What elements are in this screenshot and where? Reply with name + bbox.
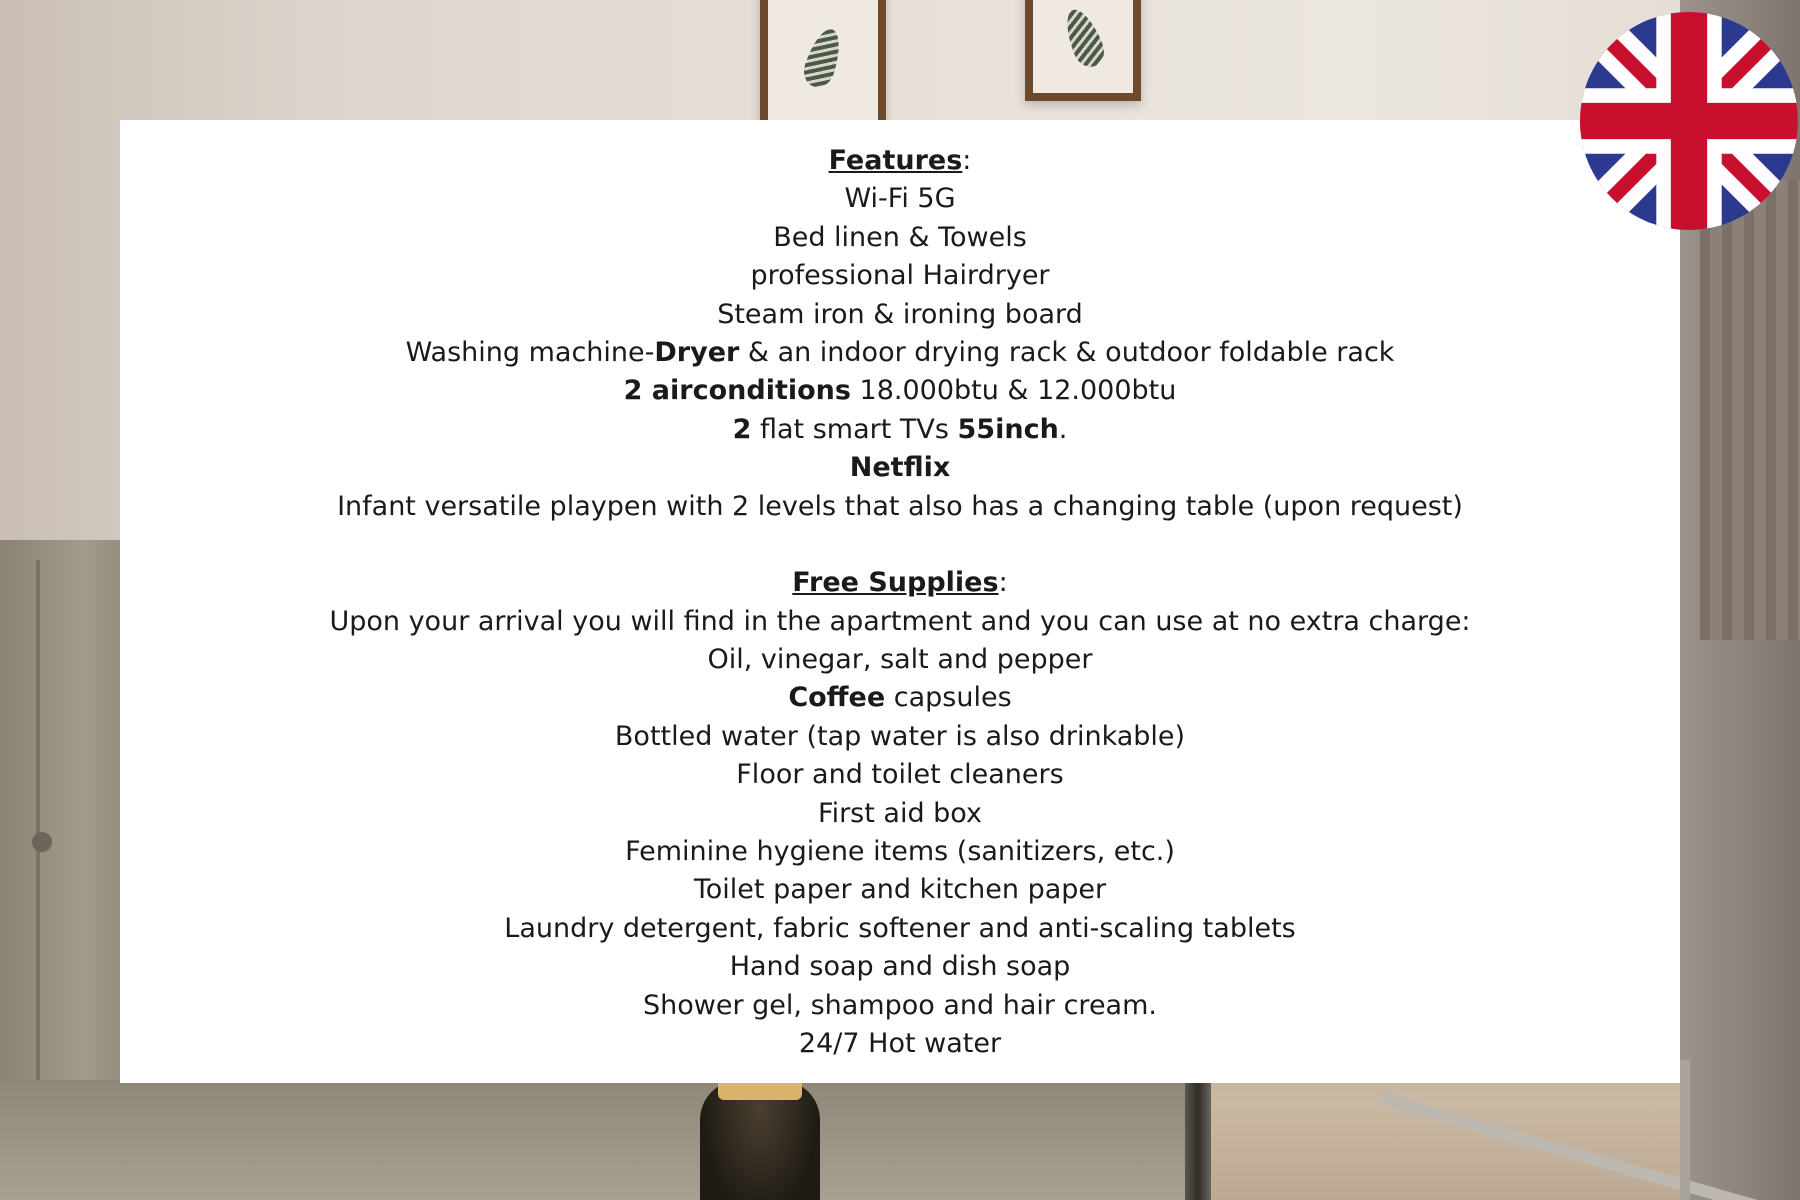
feature-iron: Steam iron & ironing board — [717, 298, 1083, 330]
washing-rest: & an indoor drying rack & outdoor foldable rack — [739, 336, 1395, 368]
supply-laundry: Laundry detergent, fabric softener and anti-scaling tablets — [504, 912, 1296, 944]
supplies-heading: Free Supplies — [792, 567, 999, 599]
tv-size: 55inch — [957, 413, 1059, 445]
coffee-rest: capsules — [885, 682, 1012, 714]
sofa-button — [32, 832, 52, 852]
supply-water: Bottled water (tap water is also drinkable) — [614, 720, 1186, 752]
heading-colon: : — [962, 145, 972, 176]
tv-period: . — [1058, 413, 1068, 445]
feature-aircon — [120, 372, 1680, 410]
leaf-art — [1059, 5, 1109, 72]
feature-washing — [120, 334, 1680, 372]
supplies-intro: Upon your arrival you will find in the apartment and you can use at no extra charge: — [329, 605, 1471, 637]
tv-text: flat smart TVs — [751, 413, 958, 445]
heading-colon: : — [998, 567, 1008, 599]
supply-oil: Oil, vinegar, salt and pepper — [707, 644, 1093, 676]
picture-frame-right — [1025, 0, 1141, 101]
aircon-rest: 18.000btu & 12.000btu — [850, 375, 1177, 407]
supply-hot-water: 24/7 Hot water — [798, 1027, 1002, 1059]
supply-soap: Hand soap and dish soap — [729, 951, 1071, 983]
supply-first-aid: First aid box — [818, 797, 982, 829]
metal-pole — [1185, 1080, 1211, 1200]
metal-rail-vertical — [1680, 1060, 1690, 1200]
tv-count: 2 — [732, 413, 752, 445]
feature-tv — [120, 411, 1680, 449]
supply-shower: Shower gel, shampoo and hair cream. — [643, 989, 1157, 1021]
curtain — [1700, 180, 1800, 640]
coffee-bold: Coffee — [788, 682, 886, 714]
features-heading: Features — [828, 145, 963, 176]
netflix-bold: Netflix — [849, 452, 951, 484]
supply-cleaners: Floor and toilet cleaners — [736, 759, 1064, 791]
supply-paper: Toilet paper and kitchen paper — [693, 874, 1107, 906]
feature-wifi: Wi-Fi 5G — [844, 183, 956, 215]
feature-playpen: Infant versatile playpen with 2 levels that also has a changing table (upon request) — [337, 490, 1463, 522]
feature-hairdryer: professional Hairdryer — [750, 260, 1050, 292]
supplies-heading-line — [120, 564, 1680, 602]
supply-coffee — [120, 679, 1680, 717]
sofa-seam — [36, 560, 40, 1080]
sofa-seat — [0, 1080, 1200, 1200]
features-heading-line — [120, 142, 1680, 180]
dryer-bold: Dryer — [654, 336, 740, 368]
info-card — [120, 120, 1680, 1083]
washing-text: Washing machine- — [405, 336, 655, 368]
sofa-back — [0, 540, 140, 1100]
info-text — [120, 142, 1680, 1063]
aircon-bold: 2 airconditions — [623, 375, 851, 407]
feature-netflix — [120, 449, 1680, 487]
leaf-art — [799, 25, 846, 91]
uk-flag-icon[interactable] — [1580, 12, 1798, 230]
supply-hygiene: Feminine hygiene items (sanitizers, etc.) — [625, 836, 1175, 868]
spacer — [120, 526, 1680, 564]
feature-linen: Bed linen & Towels — [773, 221, 1027, 253]
